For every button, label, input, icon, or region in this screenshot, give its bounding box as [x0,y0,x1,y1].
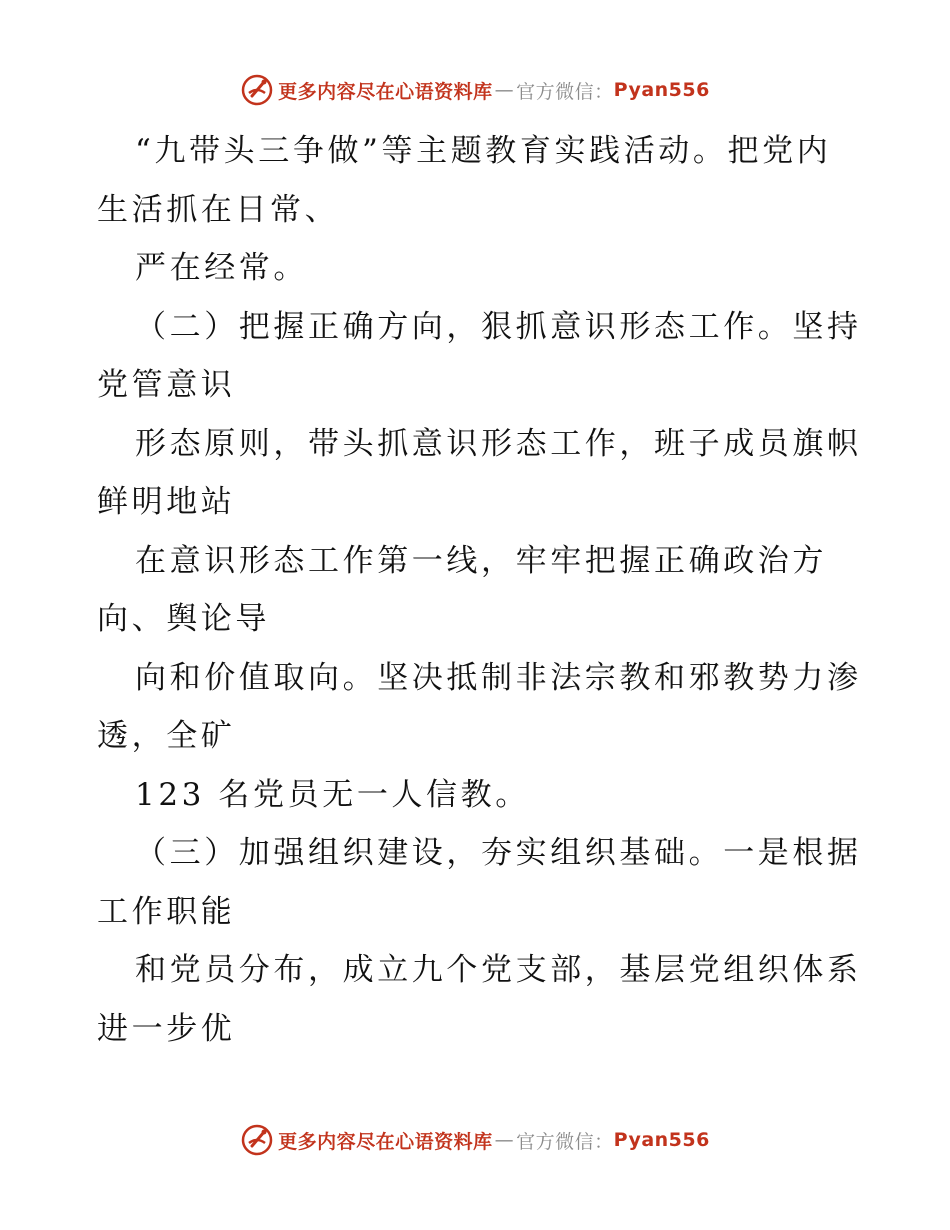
body-line: 在意识形态工作第一线，牢牢把握正确政治方 [135,542,827,579]
book-pen-logo-icon [240,73,274,107]
watermark-wechat-id: Pyan556 [613,79,710,101]
header-watermark [0,70,950,110]
book-pen-logo-icon [240,1123,274,1157]
watermark-main-text: 更多内容尽在心语资料库 [278,80,493,103]
watermark-separator: — [494,1129,515,1151]
body-line: 向、舆论导 [97,601,270,637]
body-line: 工作职能 [97,893,236,930]
body-line: 鲜明地站 [97,484,236,520]
body-line: 进一步优 [97,1010,236,1047]
watermark-wechat-id: Pyan556 [613,1129,710,1151]
body-line: 严在经常。 [135,250,308,286]
watermark-separator: — [494,79,515,101]
watermark-main-text: 更多内容尽在心语资料库 [278,1130,493,1153]
body-line: 党管意识 [97,367,236,403]
watermark-official-label: 官方微信： [516,80,614,103]
watermark-official-label: 官方微信： [516,1130,614,1153]
footer-watermark [0,1120,950,1160]
body-line: 形态原则，带头抓意识形态工作，班子成员旗帜 [135,425,862,462]
body-line: 生活抓在日常、 [97,191,340,228]
body-line: “九带头三争做”等主题教育实践活动。把党内 [135,133,832,169]
body-line: 透，全矿 [97,718,236,754]
body-line: 和党员分布，成立九个党支部，基层党组织体系 [135,952,862,988]
body-line: （二）把握正确方向，狠抓意识形态工作。坚持 [135,308,862,345]
body-line: 向和价值取向。坚决抵制非法宗教和邪教势力渗 [135,659,862,696]
body-line: 123 名党员无一人信教。 [135,776,530,813]
body-line: （三）加强组织建设，夯实组织基础。一是根据 [135,835,862,871]
document-body [97,122,862,1058]
